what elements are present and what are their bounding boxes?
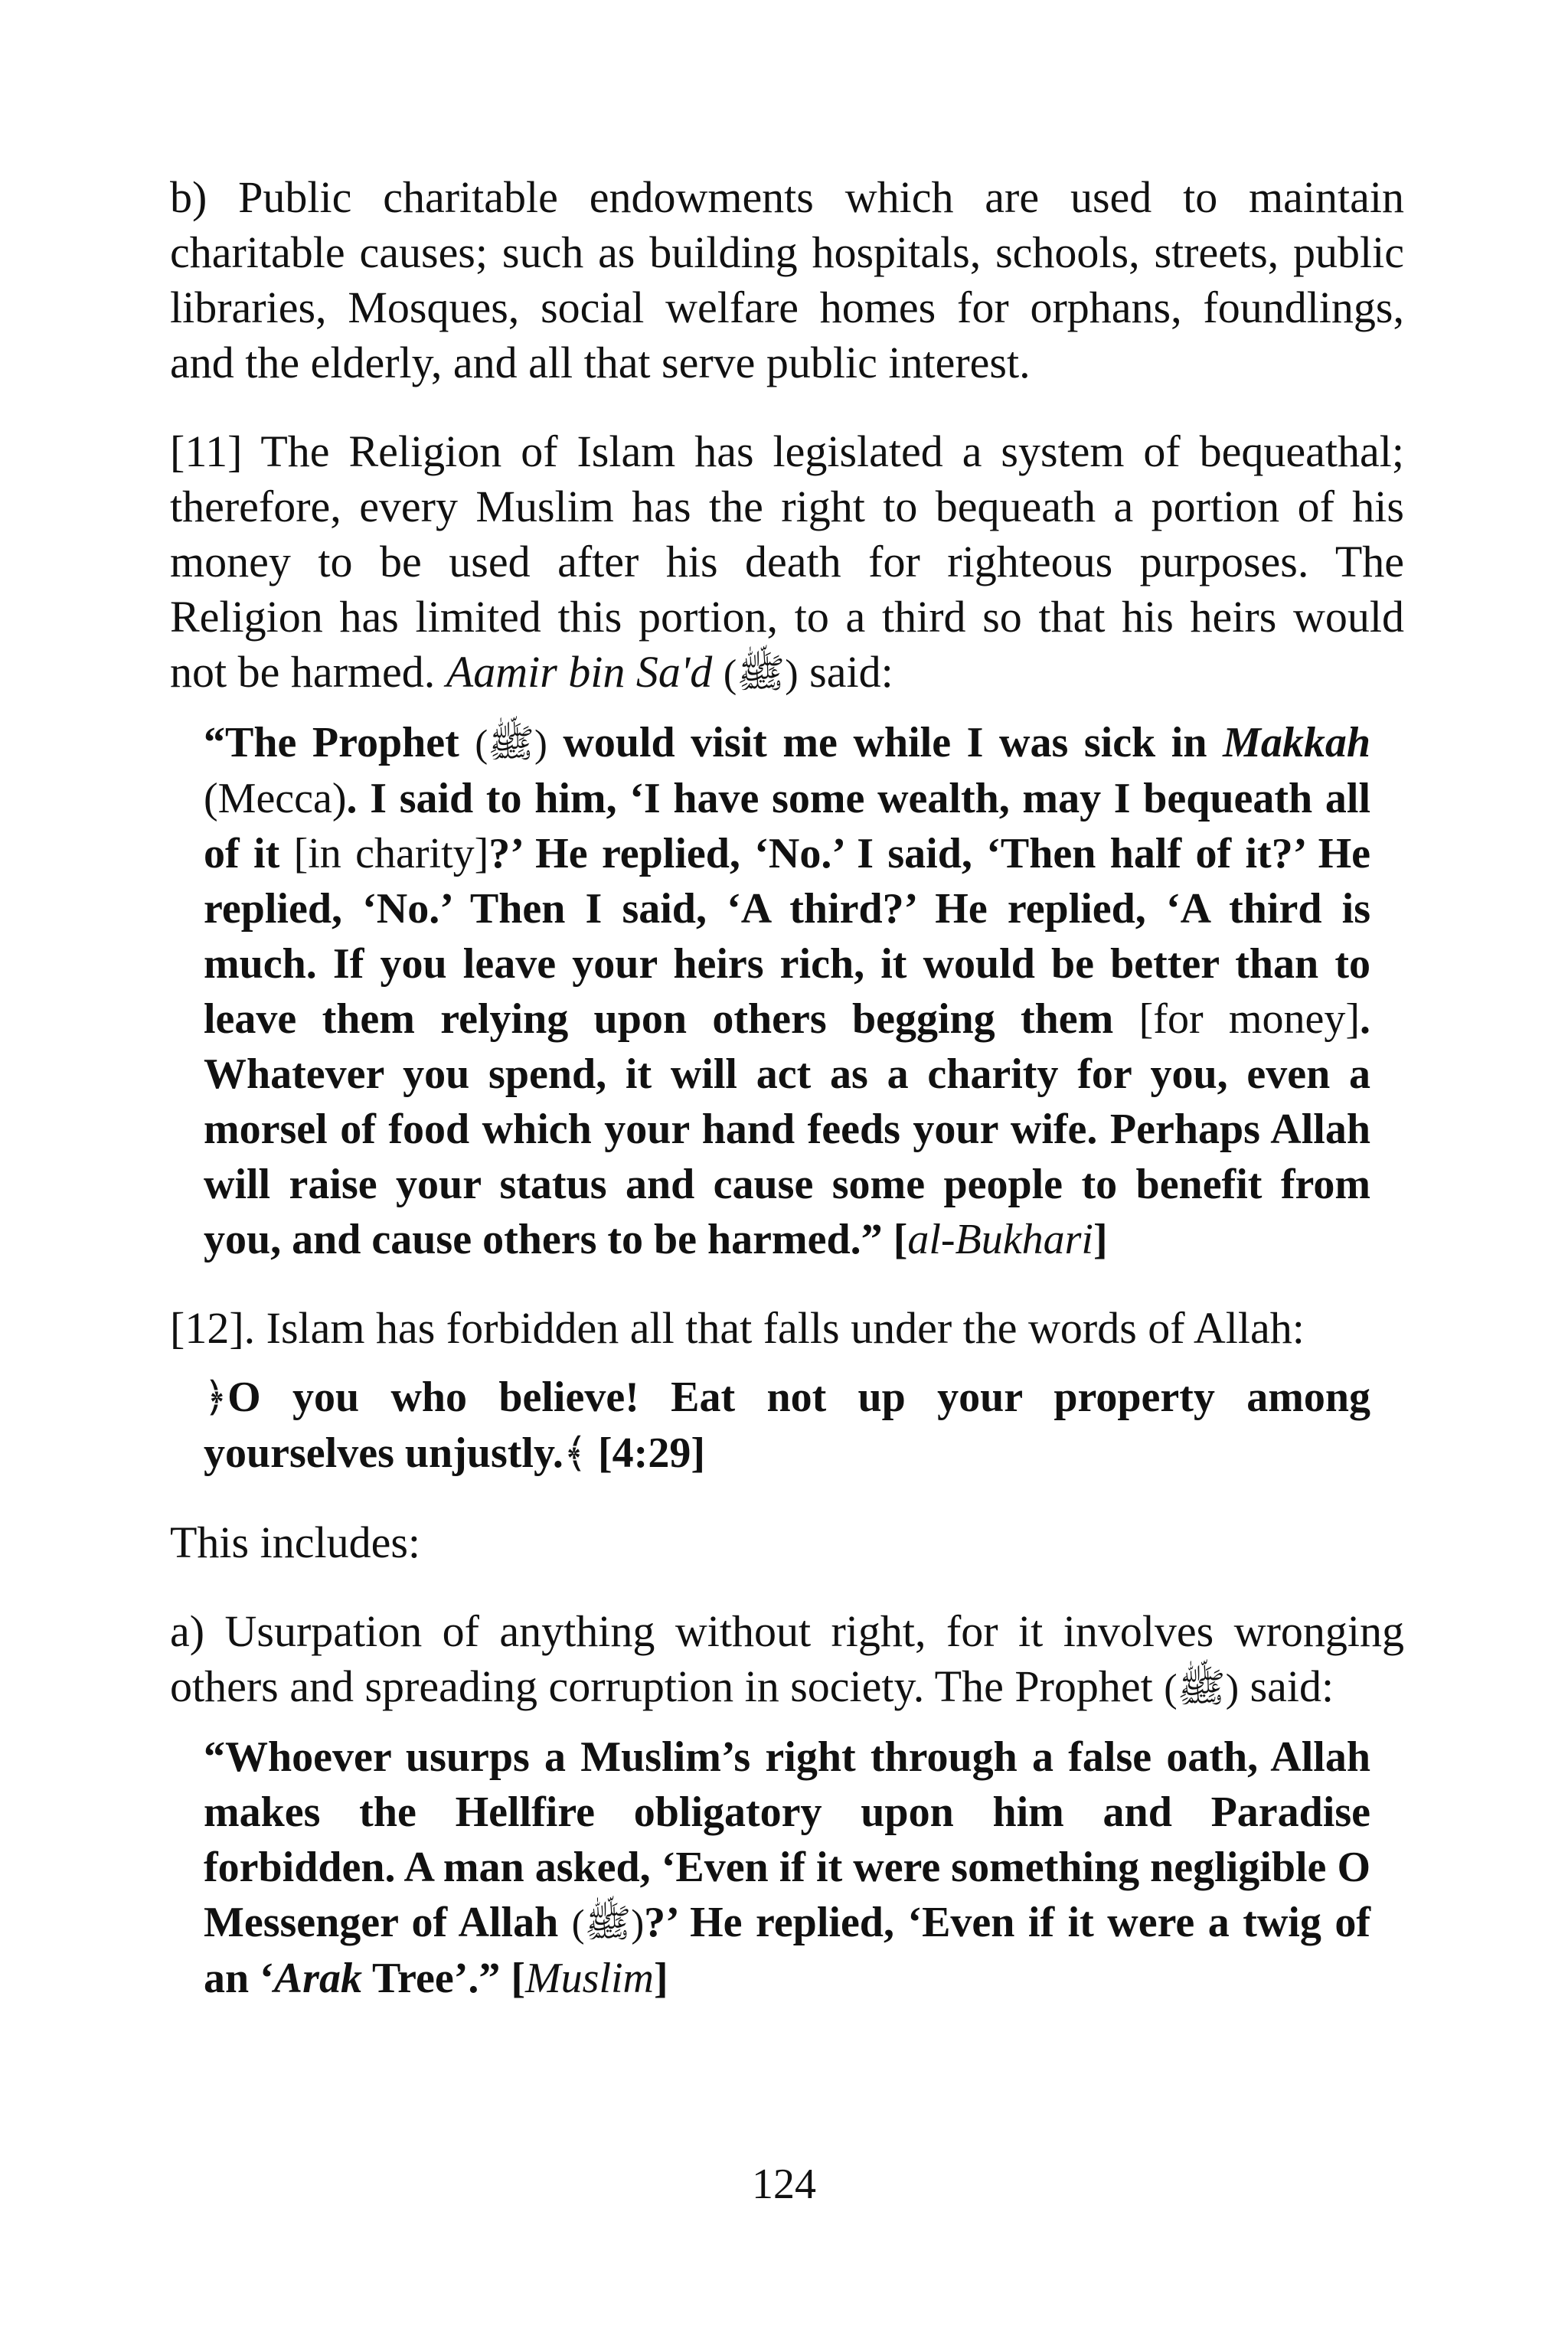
bracket-note: [for money]: [1138, 995, 1360, 1043]
paragraph-public-endowments: [170, 170, 1404, 390]
place-name: Makkah: [1223, 719, 1370, 766]
paragraph-12-forbidden: [170, 1301, 1404, 1356]
place-note: (Mecca): [204, 775, 347, 822]
source-bracket: ]: [654, 1955, 668, 2002]
paragraph-text: [12]. Islam has forbidden all that falls under the words of Allah:: [170, 1303, 1305, 1353]
verse-reference: [4:29]: [587, 1429, 705, 1477]
hadith-quote-bequest: [204, 715, 1370, 1267]
said-text: said:: [1239, 1661, 1334, 1711]
paragraph-text: This includes:: [170, 1517, 421, 1567]
quote-text: “Whoever usurps a Muslim’s right through a false oath, Allah makes the Hellfire obligatory upon him and Paradise forbidden. A man asked, ‘Even if it were something negligible O Messenger of Allah: [204, 1733, 1370, 1946]
paragraph-usurpation: [170, 1604, 1404, 1716]
tree-name: Arak: [273, 1955, 362, 2002]
paragraph-text: b) Public charitable endowments which are used to maintain charitable causes; such as building hospitals, schools, streets, public libraries, Mosques, social welfare homes for orphans, foundlings, and the elderly, and all that serve public interest.: [170, 172, 1404, 387]
honorific-symbol: (ﷺ): [723, 652, 799, 696]
source-bracket: [: [893, 1216, 908, 1263]
honorific-symbol: (ﷺ): [1164, 1666, 1240, 1710]
narrator-name: Aamir bin Sa'd: [446, 647, 713, 697]
said-text: said:: [809, 647, 893, 697]
paragraph-text: [11] The Religion of Islam has legislated a system of bequeathal; therefore, every Muslim has the right to bequeath a portion of his money to be used after his death for righteous purposes. The Religion has limited this portion, to a third so that his heirs would not be harmed.: [170, 426, 1404, 697]
quote-text: . I said to him, ‘I have some wealth, may I bequeath all of it: [204, 775, 1370, 877]
quote-text: ?’ He replied, ‘Even if it were a twig of an ‘: [204, 1899, 1370, 2002]
source-bracket: ]: [1093, 1216, 1108, 1263]
quote-text: ?’ He replied, ‘No.’ I said, ‘Then half of it?’ He replied, ‘No.’ Then I said, ‘A third?’ He replied, ‘A third is much. If you leave your heirs rich, it would be better than to leave them relying upon others begging them: [204, 830, 1370, 1043]
bracket-note: [in charity]: [293, 830, 489, 877]
honorific-symbol: (ﷺ): [571, 1902, 645, 1945]
hadith-quote-usurpation: [204, 1730, 1370, 2006]
paragraph-text: a) Usurpation of anything without right, for it involves wronging others and spreading corruption in society. The Prophet: [170, 1606, 1404, 1711]
hadith-source: Muslim: [525, 1955, 654, 2002]
page-number: 124: [752, 2161, 816, 2208]
paragraph-includes: [170, 1515, 1404, 1570]
quote-text: Tree’.”: [361, 1955, 511, 2002]
quran-close-bracket: ﴾: [563, 1431, 588, 1476]
honorific-symbol: (ﷺ): [475, 722, 547, 765]
quran-verse-4-29: [204, 1370, 1370, 1481]
quran-open-bracket: ﴿: [204, 1375, 228, 1420]
quote-text: “The Prophet: [204, 719, 475, 766]
hadith-source: al-Bukhari: [907, 1216, 1093, 1263]
page-content: [170, 170, 1404, 2040]
source-bracket: [: [511, 1955, 525, 2002]
verse-text: O you who believe! Eat not up your property among yourselves unjustly.: [204, 1374, 1370, 1477]
paragraph-11-bequeathal: [170, 424, 1404, 701]
quote-text: . Whatever you spend, it will act as a charity for you, even a morsel of food which your hand feeds your wife. Perhaps Allah will raise your status and cause some people to benefit from you, and cause others to be harmed.”: [204, 995, 1370, 1263]
quote-text: would visit me while I was sick in: [547, 719, 1223, 766]
